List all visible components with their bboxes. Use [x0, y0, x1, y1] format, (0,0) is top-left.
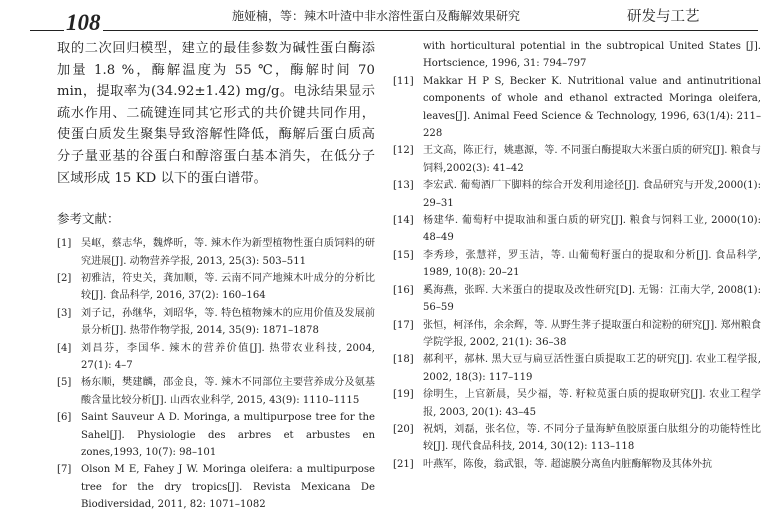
reference-number: [4] — [57, 342, 72, 354]
reference-text: 王文高，陈正行，姚惠源，等. 不同蛋白酶提取大米蛋白质的研究[J]. 粮食与饲料,2002(3): 41–42 — [423, 145, 761, 174]
reference-text: 祝炳，刘磊，张名位，等. 不同分子量海鲈鱼胶原蛋白肽组分的功能特性比较[J]. 现代食品科技, 2014, 30(12): 113–118 — [423, 423, 761, 453]
references-heading: 参考文献： — [57, 211, 120, 227]
reference-item — [393, 351, 761, 386]
reference-item — [393, 247, 761, 282]
reference-number: [12] — [393, 145, 414, 157]
reference-item — [393, 212, 761, 247]
page-number: 108 — [66, 10, 101, 35]
reference-text: 杨建华. 葡萄籽中提取油和蛋白质的研究[J]. 粮食与饲料工业, 2000(10): 48–49 — [423, 215, 761, 244]
reference-item — [57, 409, 375, 461]
reference-item — [393, 456, 761, 473]
reference-item — [393, 386, 761, 421]
reference-text: Makkar H P S, Becker K. Nutritional value and antinutritional components of whole and ethanol extracted Moringa oleifera, leaves[J]. Animal Feed Science & Technology, 1996, 63(1/4): 211–228 — [423, 75, 761, 140]
reference-number: [2] — [57, 272, 72, 284]
reference-number: [5] — [57, 377, 72, 389]
reference-number: [19] — [393, 389, 414, 401]
reference-item — [57, 340, 375, 375]
references-list-left — [57, 235, 375, 514]
reference-continuation: with horticultural potential in the subtropical United States [J]. Hortscience, 1996, 31: 794–797 — [423, 41, 761, 70]
reference-text: 刘子记，孙继华，刘昭华，等. 特色植物辣木的应用价值及发展前景分析[J]. 热带作物学报, 2014, 35(9): 1871–1878 — [81, 307, 375, 337]
left-column — [57, 38, 375, 514]
reference-item — [57, 461, 375, 513]
reference-number: [15] — [393, 249, 414, 261]
reference-number: [6] — [57, 412, 72, 424]
reference-number: [21] — [393, 458, 414, 470]
reference-item — [57, 374, 375, 409]
reference-item — [57, 235, 375, 270]
reference-text: Saint Sauveur A D. Moringa, a multipurpose tree for the Sahel[J]. Physiologie des arbres et arbustes en zones,1993, 10(7): 98–101 — [81, 412, 375, 459]
reference-item — [393, 421, 761, 456]
reference-text: 李宏武. 葡萄酒厂下脚料的综合开发利用途径[J]. 食品研究与开发,2000(1): 29–31 — [423, 180, 761, 209]
reference-number: [18] — [393, 354, 414, 366]
reference-number: [14] — [393, 215, 414, 227]
reference-text: 刘昌芬，李国华. 辣木的营养价值[J]. 热带农业科技, 2004, 27(1): 4–7 — [81, 342, 375, 371]
reference-item — [393, 282, 761, 317]
reference-text: 奚海燕，张晖. 大米蛋白的提取及改性研究[D]. 无锡：江南大学, 2008(1): 56–59 — [423, 284, 761, 314]
reference-item — [393, 142, 761, 177]
reference-text: 徐明生，上官新晨，吴少福，等. 籽粒苋蛋白质的提取研究[J]. 农业工程学报, 2003, 20(1): 43–45 — [423, 389, 761, 418]
right-column — [393, 38, 761, 473]
reference-text: 张恒，柯泽伟，余余辉，等. 从野生荠子提取蛋白和淀粉的研究[J]. 郑州粮食学院学报, 2002, 21(1): 36–38 — [423, 319, 761, 348]
reference-text: 吴岖，蔡志华，魏烨昕，等. 辣木作为新型植物性蛋白质饲料的研究进展[J]. 动物营养学报, 2013, 25(3): 503–511 — [81, 238, 375, 267]
reference-item — [393, 73, 761, 143]
page-header — [0, 0, 767, 36]
reference-text: 叶燕军，陈俊，翁武银，等. 超滤膜分离鱼内脏酶解物及其体外抗 — [423, 458, 713, 470]
reference-text: 郝利平，郝林. 黑大豆与扁豆活性蛋白质提取工艺的研究[J]. 农业工程学报, 2002, 18(3): 117–119 — [423, 354, 761, 383]
reference-text: Olson M E, Fahey J W. Moringa oleifera: a multipurpose tree for the dry tropics[J]. Revista Mexicana De Biodiversidad, 2011, 82: 1071–1082 — [81, 464, 375, 511]
reference-number: [7] — [57, 464, 72, 476]
conclusion-paragraph: 取的二次回归模型，建立的最佳参数为碱性蛋白酶添加量 1.8 %，酶解温度为 55 ℃，酶解时间 70 min，提取率为(34.92±1.42) mg/g。电泳结果显示疏水作用、二硫键连同其它形式的共价键共同作用，使蛋白质发生聚集导致溶解性降低，酶解后蛋白质高分子量亚基的谷蛋白和醇溶蛋白基本消失，在低分子区域形成 15 KD 以下的蛋白谱带。 — [57, 41, 375, 186]
reference-text: 初雅洁，符史关，龚加顺，等. 云南不同产地辣木叶成分的分析比较[J]. 食品科学, 2016, 37(2): 160–164 — [81, 272, 375, 302]
reference-number: [20] — [393, 423, 414, 435]
reference-number: [17] — [393, 319, 414, 331]
reference-item — [57, 305, 375, 340]
reference-item — [57, 270, 375, 305]
reference-number: [1] — [57, 238, 72, 250]
reference-number: [11] — [393, 75, 414, 87]
reference-item — [393, 177, 761, 212]
section-name: 研发与工艺 — [627, 9, 700, 25]
references-list-right — [393, 73, 761, 473]
reference-number: [16] — [393, 284, 414, 296]
reference-number: [3] — [57, 307, 72, 319]
running-title: 施娅楠，等：辣木叶渣中非水溶性蛋白及酶解效果研究 — [232, 9, 521, 23]
reference-text: 杨东顺，樊建麟，邵金良，等. 辣木不同部位主要营养成分及氨基酸含量比较分析[J]. 山西农业科学, 2015, 43(9): 1110–1115 — [81, 377, 375, 406]
header-rule — [30, 30, 758, 31]
reference-text: 李秀珍，张慧祥，罗玉洁，等. 山葡萄籽蛋白的提取和分析[J]. 食品科学, 1989, 10(8): 20–21 — [423, 249, 761, 279]
reference-item — [393, 317, 761, 352]
reference-number: [13] — [393, 180, 414, 192]
